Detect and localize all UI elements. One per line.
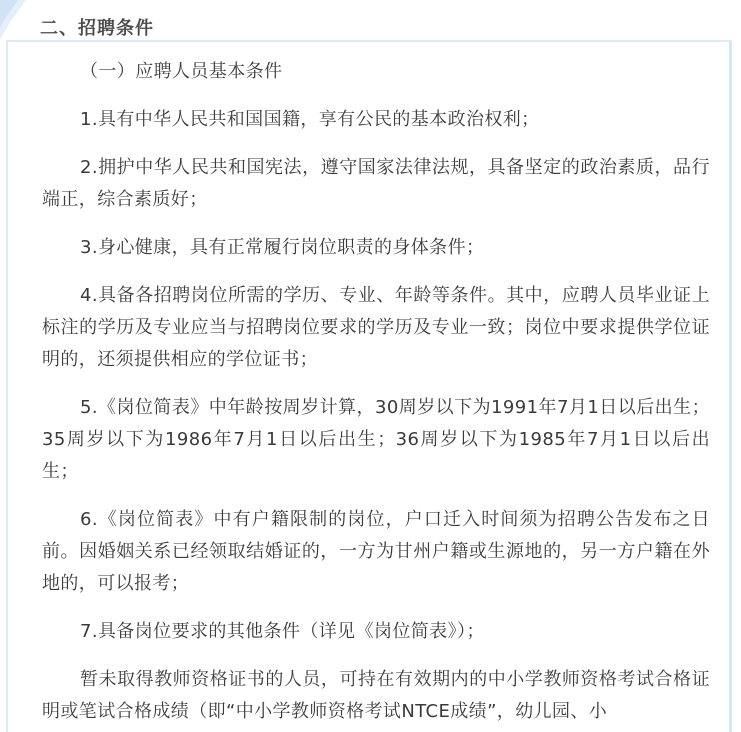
paragraph-note: 暂未取得教师资格证书的人员，可持在有效期内的中小学教师资格考试合格证明或笔试合格成绩（即“中小学教师资格考试NTCE成绩”，幼儿园、小	[42, 669, 710, 722]
article-body	[42, 56, 710, 732]
paragraph-item-5: 5.《岗位简表》中年龄按周岁计算，30周岁以下为1991年7月1日以后出生；35周岁以下为1986年7月1日以后出生；36周岁以下为1985年7月1日以后出生；	[42, 397, 710, 482]
paragraph-item-6: 6.《岗位简表》中有户籍限制的岗位，户口迁入时间须为招聘公告发布之日前。因婚姻关系已经领取结婚证的，一方为甘州户籍或生源地的，另一方户籍在外地的，可以报考；	[42, 509, 710, 594]
paragraph-item-2: 2.拥护中华人民共和国宪法，遵守国家法律法规，具备坚定的政治素质，品行端正，综合素质好；	[42, 157, 710, 210]
paragraph-item-4: 4.具备各招聘岗位所需的学历、专业、年龄等条件。其中，应聘人员毕业证上标注的学历及专业应当与招聘岗位要求的学历及专业一致；岗位中要求提供学位证明的，还须提供相应的学位证书；	[42, 285, 710, 370]
section-title: 二、招聘条件	[40, 18, 154, 39]
paragraph-item-3: 3.身心健康，具有正常履行岗位职责的身体条件；	[80, 237, 485, 258]
paragraph-subheading: （一）应聘人员基本条件	[80, 61, 283, 82]
paragraph-item-1: 1.具有中华人民共和国国籍，享有公民的基本政治权利；	[80, 109, 540, 130]
paragraph-item-7: 7.具备岗位要求的其他条件（详见《岗位简表》）；	[80, 621, 485, 642]
